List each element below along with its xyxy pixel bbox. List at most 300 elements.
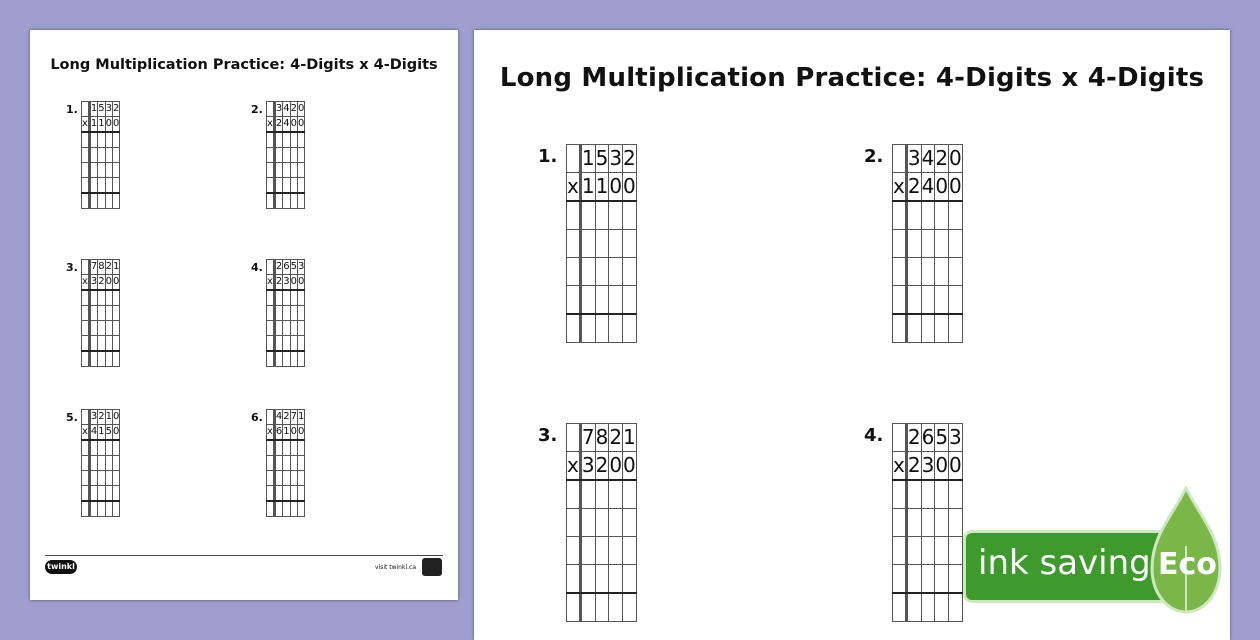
grid-cell xyxy=(893,258,906,286)
footer-divider xyxy=(45,555,443,556)
grid-cell xyxy=(283,148,290,163)
grid-cell xyxy=(921,537,935,565)
grid-cell xyxy=(275,163,282,178)
grid-cell xyxy=(290,351,297,367)
grid-cell xyxy=(82,410,89,425)
grid-cell xyxy=(275,132,282,148)
grid-cell xyxy=(90,486,97,502)
grid-cell xyxy=(105,456,112,471)
grid-cell xyxy=(298,336,305,352)
grid-cell: 5 xyxy=(98,102,105,117)
grid-cell: 5 xyxy=(290,260,297,275)
grid-cell: 4 xyxy=(921,145,935,173)
grid-cell xyxy=(935,258,949,286)
grid-cell xyxy=(609,593,623,622)
grid-cell: 1 xyxy=(90,102,97,117)
grid-cell xyxy=(949,314,963,343)
grid-cell xyxy=(275,306,282,321)
grid-cell xyxy=(907,230,921,258)
grid-cell xyxy=(949,537,963,565)
grid-cell xyxy=(907,593,921,622)
grid-cell: 3 xyxy=(907,145,921,173)
grid-cell xyxy=(82,336,89,352)
grid-cell xyxy=(98,471,105,486)
problem-number: 2. xyxy=(251,103,263,116)
grid-cell xyxy=(267,321,274,336)
grid-cell xyxy=(949,593,963,622)
grid-cell xyxy=(90,456,97,471)
grid-cell xyxy=(298,471,305,486)
grid-cell xyxy=(283,486,290,502)
grid-cell xyxy=(105,178,112,194)
grid-cell: 1 xyxy=(105,410,112,425)
grid-cell xyxy=(298,148,305,163)
grid-cell: 2 xyxy=(595,452,609,481)
grid-cell xyxy=(595,258,609,286)
grid-cell xyxy=(595,314,609,343)
grid-cell: 4 xyxy=(90,425,97,441)
grid-cell xyxy=(623,314,637,343)
grid-cell: 2 xyxy=(609,424,623,452)
grid-cell xyxy=(609,480,623,509)
grid-cell xyxy=(609,314,623,343)
grid-cell xyxy=(283,321,290,336)
grid-cell xyxy=(113,306,120,321)
grid-cell xyxy=(298,132,305,148)
grid-cell xyxy=(267,336,274,352)
grid-cell xyxy=(623,565,637,594)
grid-cell: 1 xyxy=(283,425,290,441)
grid-cell xyxy=(921,565,935,594)
grid-cell xyxy=(290,486,297,502)
grid-cell xyxy=(623,537,637,565)
grid-cell: 0 xyxy=(609,452,623,481)
grid-cell xyxy=(595,537,609,565)
multiplication-grid xyxy=(81,101,120,209)
problem-number: 1. xyxy=(538,146,558,167)
grid-cell xyxy=(623,509,637,537)
grid-cell: 0 xyxy=(935,452,949,481)
eco-word: Eco xyxy=(1158,547,1217,582)
grid-cell xyxy=(893,314,906,343)
grid-cell xyxy=(267,306,274,321)
grid-cell xyxy=(581,230,595,258)
grid-cell xyxy=(113,336,120,352)
grid-cell: 1 xyxy=(113,260,120,275)
grid-cell xyxy=(113,321,120,336)
grid-cell xyxy=(298,486,305,502)
grid-cell xyxy=(113,163,120,178)
grid-cell xyxy=(921,286,935,315)
grid-cell xyxy=(113,178,120,194)
grid-cell xyxy=(113,132,120,148)
grid-cell xyxy=(595,230,609,258)
grid-cell xyxy=(595,480,609,509)
grid-cell: 1 xyxy=(581,145,595,173)
grid-cell xyxy=(609,286,623,315)
grid-cell xyxy=(267,440,274,456)
grid-cell xyxy=(921,593,935,622)
grid-cell xyxy=(567,258,580,286)
grid-cell: x xyxy=(82,425,89,441)
grid-cell xyxy=(290,178,297,194)
grid-cell: 4 xyxy=(283,102,290,117)
grid-cell xyxy=(98,193,105,209)
grid-cell: 4 xyxy=(275,410,282,425)
grid-cell xyxy=(609,537,623,565)
grid-cell xyxy=(935,314,949,343)
grid-cell xyxy=(609,230,623,258)
grid-cell xyxy=(935,230,949,258)
grid-cell xyxy=(267,290,274,306)
grid-cell xyxy=(609,258,623,286)
ink-saving-label: ink saving xyxy=(978,543,1151,583)
grid-cell xyxy=(623,286,637,315)
multiplication-grid xyxy=(566,144,637,343)
grid-cell xyxy=(267,351,274,367)
grid-cell xyxy=(581,537,595,565)
grid-cell xyxy=(113,471,120,486)
grid-cell xyxy=(267,193,274,209)
grid-cell: 0 xyxy=(623,452,637,481)
grid-cell xyxy=(290,148,297,163)
grid-cell xyxy=(90,501,97,517)
grid-cell: 1 xyxy=(595,173,609,202)
grid-cell xyxy=(90,132,97,148)
grid-cell xyxy=(290,290,297,306)
grid-cell: x xyxy=(267,275,274,291)
grid-cell xyxy=(283,501,290,517)
grid-cell xyxy=(567,314,580,343)
grid-cell xyxy=(113,501,120,517)
grid-cell xyxy=(82,440,89,456)
grid-cell xyxy=(595,286,609,315)
grid-cell: 3 xyxy=(275,102,282,117)
grid-cell xyxy=(935,509,949,537)
grid-cell: 3 xyxy=(581,452,595,481)
grid-cell xyxy=(567,201,580,230)
grid-cell xyxy=(907,565,921,594)
problem-number: 4. xyxy=(251,261,263,274)
grid-cell: 8 xyxy=(98,260,105,275)
grid-cell xyxy=(90,336,97,352)
grid-cell xyxy=(290,440,297,456)
grid-cell: 4 xyxy=(921,173,935,202)
grid-cell: 2 xyxy=(113,102,120,117)
grid-cell xyxy=(595,593,609,622)
grid-cell xyxy=(82,456,89,471)
problem-number: 2. xyxy=(864,146,884,167)
grid-cell: 3 xyxy=(283,275,290,291)
multiplication-grid xyxy=(892,144,963,343)
grid-cell xyxy=(907,537,921,565)
grid-cell xyxy=(275,290,282,306)
grid-cell xyxy=(581,314,595,343)
grid-cell xyxy=(609,565,623,594)
grid-cell xyxy=(105,163,112,178)
grid-cell: 6 xyxy=(275,425,282,441)
grid-cell xyxy=(921,480,935,509)
grid-cell xyxy=(82,486,89,502)
grid-cell xyxy=(581,593,595,622)
grid-cell xyxy=(921,509,935,537)
grid-cell xyxy=(595,565,609,594)
grid-cell xyxy=(283,471,290,486)
grid-cell xyxy=(90,148,97,163)
grid-cell: 0 xyxy=(113,410,120,425)
grid-cell xyxy=(275,321,282,336)
problem-number: 3. xyxy=(538,425,558,446)
grid-cell xyxy=(283,163,290,178)
grid-cell xyxy=(623,258,637,286)
grid-cell xyxy=(267,163,274,178)
grid-cell: 3 xyxy=(90,275,97,291)
grid-cell: 0 xyxy=(298,102,305,117)
grid-cell xyxy=(105,440,112,456)
grid-cell xyxy=(90,193,97,209)
grid-cell xyxy=(105,471,112,486)
grid-cell xyxy=(105,148,112,163)
grid-cell xyxy=(283,290,290,306)
grid-cell xyxy=(623,593,637,622)
grid-cell xyxy=(113,290,120,306)
grid-cell xyxy=(567,537,580,565)
grid-cell xyxy=(949,258,963,286)
grid-cell xyxy=(82,471,89,486)
grid-cell: 0 xyxy=(298,275,305,291)
grid-cell xyxy=(113,148,120,163)
grid-cell xyxy=(275,440,282,456)
grid-cell xyxy=(105,321,112,336)
grid-cell xyxy=(581,258,595,286)
grid-cell: x xyxy=(893,452,906,481)
grid-cell xyxy=(82,178,89,194)
grid-cell: 2 xyxy=(907,452,921,481)
grid-cell: 7 xyxy=(290,410,297,425)
multiplication-grid xyxy=(266,259,305,367)
grid-cell xyxy=(581,509,595,537)
twinkl-logo: twinkl xyxy=(45,560,77,574)
grid-cell xyxy=(298,290,305,306)
grid-cell xyxy=(298,440,305,456)
grid-cell xyxy=(98,486,105,502)
grid-cell: x xyxy=(267,117,274,133)
grid-cell: 0 xyxy=(105,275,112,291)
grid-cell: 2 xyxy=(98,410,105,425)
grid-cell xyxy=(275,486,282,502)
grid-cell xyxy=(298,321,305,336)
grid-cell xyxy=(267,456,274,471)
grid-cell: 2 xyxy=(907,173,921,202)
grid-cell: 1 xyxy=(90,117,97,133)
grid-cell xyxy=(113,456,120,471)
grid-cell: x xyxy=(82,275,89,291)
grid-cell xyxy=(98,178,105,194)
grid-cell xyxy=(935,593,949,622)
grid-cell xyxy=(105,486,112,502)
grid-cell xyxy=(267,148,274,163)
grid-cell: 1 xyxy=(98,117,105,133)
grid-cell xyxy=(907,509,921,537)
grid-cell xyxy=(290,132,297,148)
grid-cell xyxy=(105,290,112,306)
grid-cell xyxy=(623,480,637,509)
grid-cell xyxy=(893,480,906,509)
grid-cell: 6 xyxy=(921,424,935,452)
grid-cell: 2 xyxy=(935,145,949,173)
grid-cell xyxy=(298,351,305,367)
grid-cell xyxy=(90,321,97,336)
grid-cell xyxy=(82,260,89,275)
grid-cell xyxy=(283,456,290,471)
grid-cell xyxy=(105,132,112,148)
grid-cell xyxy=(98,306,105,321)
worksheet-title-large: Long Multiplication Practice: 4-Digits x 4-Digits xyxy=(499,63,1205,93)
grid-cell xyxy=(949,286,963,315)
grid-cell xyxy=(98,132,105,148)
grid-cell: 0 xyxy=(298,425,305,441)
grid-cell xyxy=(98,336,105,352)
grid-cell: 2 xyxy=(105,260,112,275)
grid-cell: 0 xyxy=(609,173,623,202)
grid-cell: 5 xyxy=(595,145,609,173)
grid-cell: 3 xyxy=(105,102,112,117)
problem-number: 6. xyxy=(251,411,263,424)
grid-cell xyxy=(283,306,290,321)
grid-cell xyxy=(275,351,282,367)
grid-cell xyxy=(298,178,305,194)
grid-cell: 3 xyxy=(90,410,97,425)
grid-cell xyxy=(581,201,595,230)
grid-cell xyxy=(283,351,290,367)
grid-cell xyxy=(283,132,290,148)
grid-cell xyxy=(935,286,949,315)
grid-cell xyxy=(82,290,89,306)
grid-cell xyxy=(90,471,97,486)
grid-cell xyxy=(98,148,105,163)
grid-cell xyxy=(907,286,921,315)
grid-cell xyxy=(275,471,282,486)
grid-cell: 1 xyxy=(98,425,105,441)
grid-cell xyxy=(893,537,906,565)
grid-cell: 0 xyxy=(290,117,297,133)
grid-cell: 5 xyxy=(105,425,112,441)
grid-cell xyxy=(82,148,89,163)
grid-cell: 2 xyxy=(98,275,105,291)
grid-cell xyxy=(949,509,963,537)
grid-cell xyxy=(949,230,963,258)
multiplication-grid xyxy=(266,101,305,209)
grid-cell: x xyxy=(267,425,274,441)
grid-cell xyxy=(581,565,595,594)
grid-cell xyxy=(921,314,935,343)
grid-cell xyxy=(90,163,97,178)
grid-cell: 0 xyxy=(113,275,120,291)
grid-cell: 0 xyxy=(113,117,120,133)
grid-cell xyxy=(949,480,963,509)
grid-cell: 2 xyxy=(275,260,282,275)
grid-cell xyxy=(893,565,906,594)
grid-cell xyxy=(267,471,274,486)
grid-cell xyxy=(275,456,282,471)
grid-cell xyxy=(623,230,637,258)
grid-cell: 3 xyxy=(298,260,305,275)
grid-cell xyxy=(275,193,282,209)
grid-cell xyxy=(82,501,89,517)
grid-cell xyxy=(893,509,906,537)
grid-cell: x xyxy=(893,173,906,202)
grid-cell xyxy=(623,201,637,230)
grid-cell xyxy=(595,509,609,537)
grid-cell: 3 xyxy=(949,424,963,452)
grid-cell: 1 xyxy=(581,173,595,202)
grid-cell xyxy=(98,351,105,367)
grid-cell: 7 xyxy=(90,260,97,275)
grid-cell xyxy=(298,163,305,178)
grid-cell xyxy=(275,148,282,163)
grid-cell: 0 xyxy=(290,275,297,291)
grid-cell xyxy=(921,201,935,230)
grid-cell xyxy=(82,132,89,148)
grid-cell xyxy=(98,501,105,517)
grid-cell xyxy=(98,321,105,336)
grid-cell xyxy=(609,201,623,230)
grid-cell: x xyxy=(567,173,580,202)
problem-number: 3. xyxy=(66,261,78,274)
grid-cell xyxy=(283,178,290,194)
multiplication-grid xyxy=(81,259,120,367)
grid-cell: 8 xyxy=(595,424,609,452)
grid-cell: 2 xyxy=(907,424,921,452)
grid-cell: 4 xyxy=(283,117,290,133)
grid-cell xyxy=(283,440,290,456)
grid-cell xyxy=(82,163,89,178)
grid-cell xyxy=(98,163,105,178)
grid-cell xyxy=(921,230,935,258)
multiplication-grid xyxy=(266,409,305,517)
grid-cell: 3 xyxy=(921,452,935,481)
quality-badge-icon xyxy=(422,558,442,576)
grid-cell xyxy=(298,501,305,517)
grid-cell xyxy=(82,321,89,336)
grid-cell xyxy=(105,351,112,367)
grid-cell: 2 xyxy=(283,410,290,425)
grid-cell xyxy=(935,565,949,594)
grid-cell xyxy=(113,440,120,456)
grid-cell xyxy=(290,456,297,471)
grid-cell xyxy=(275,336,282,352)
grid-cell xyxy=(98,440,105,456)
grid-cell xyxy=(935,480,949,509)
grid-cell xyxy=(907,314,921,343)
grid-cell xyxy=(98,290,105,306)
grid-cell xyxy=(907,201,921,230)
grid-cell: 5 xyxy=(935,424,949,452)
grid-cell xyxy=(567,480,580,509)
grid-cell xyxy=(290,321,297,336)
grid-cell: 0 xyxy=(935,173,949,202)
multiplication-grid xyxy=(892,423,963,622)
problem-number: 5. xyxy=(66,411,78,424)
grid-cell xyxy=(893,201,906,230)
grid-cell: 2 xyxy=(275,117,282,133)
grid-cell xyxy=(90,290,97,306)
grid-cell xyxy=(893,286,906,315)
problem-number: 1. xyxy=(66,103,78,116)
grid-cell xyxy=(298,456,305,471)
grid-cell xyxy=(567,145,580,173)
grid-cell xyxy=(267,501,274,517)
